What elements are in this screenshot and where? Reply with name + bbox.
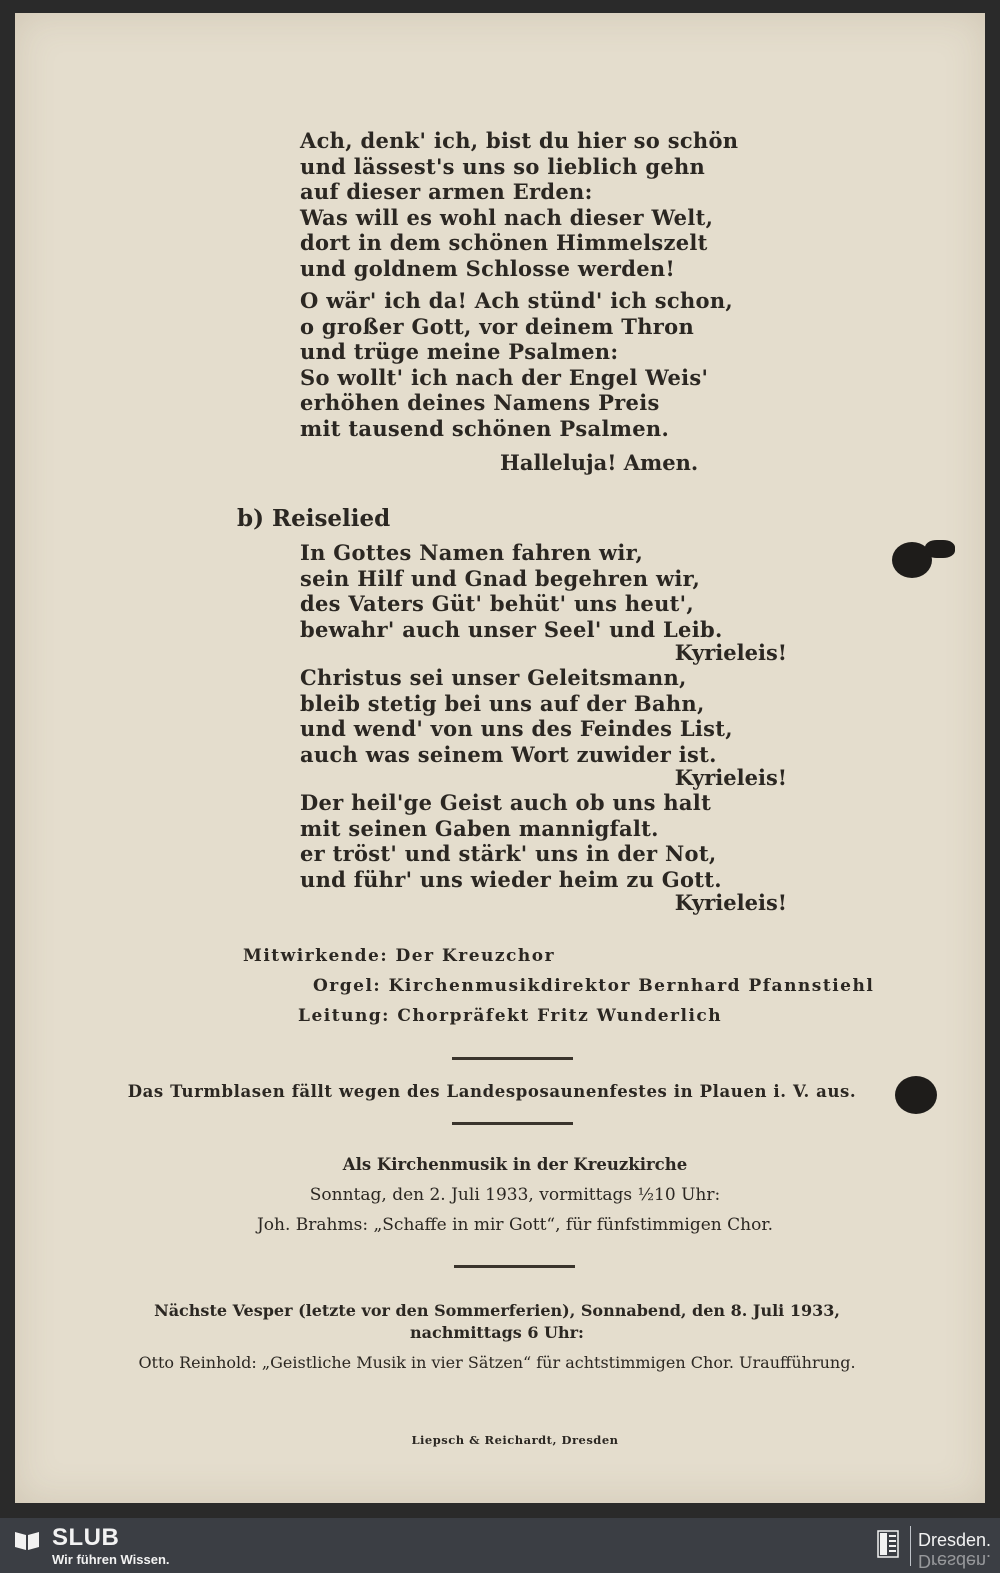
document-page <box>15 13 985 1503</box>
refrain: Kyrieleis! <box>674 890 787 915</box>
stanza-line: In Gottes Namen fahren wir, <box>300 540 644 565</box>
next-vesper-line-1: Nächste Vesper (letzte vor den Sommerferien), Sonnabend, den 8. Juli 1933, <box>154 1301 840 1320</box>
divider <box>454 1265 575 1268</box>
kirchenmusik-piece: Joh. Brahms: „Schaffe in mir Gott“, für fünfstimmigen Chor. <box>256 1215 773 1235</box>
slub-brand: SLUB <box>52 1524 120 1551</box>
section-heading: b) Reiselied <box>237 505 391 532</box>
stanza-line: auf dieser armen Erden: <box>300 179 593 204</box>
stanza-line: mit tausend schönen Psalmen. <box>300 415 670 441</box>
stanza-line: Der heil'ge Geist auch ob uns halt <box>300 790 712 815</box>
stanza-line: des Vaters Güt' behüt' uns heut', <box>300 591 694 616</box>
ink-blot <box>925 540 955 558</box>
notice: Das Turmblasen fällt wegen des Landesposaunenfestes in Plauen i. V. aus. <box>127 1082 857 1101</box>
next-vesper-line-2: nachmittags 6 Uhr: <box>410 1323 584 1342</box>
credit-orgel: Orgel: Kirchenmusikdirektor Bernhard Pfannstiehl <box>313 976 875 996</box>
coat-of-arms-icon <box>877 1530 899 1558</box>
stanza-line: er tröst' und stärk' uns in der Not, <box>300 841 717 866</box>
reiselied-verse-2 <box>300 665 733 767</box>
refrain: Kyrieleis! <box>674 640 787 665</box>
separator <box>910 1526 911 1566</box>
hallelujah-amen: Halleluja! Amen. <box>500 450 699 475</box>
stanza-line: mit seinen Gaben mannigfalt. <box>300 815 659 841</box>
credit-mitwirkende: Mitwirkende: Der Kreuzchor <box>243 946 556 966</box>
book-icon <box>14 1529 40 1551</box>
stanza-line: bewahr' auch unser Seel' und Leib. <box>300 616 723 642</box>
stanza-line: sein Hilf und Gnad begehren wir, <box>300 565 701 591</box>
dresden-logo-reflection: Dresden. <box>918 1551 992 1571</box>
kirchenmusik-date: Sonntag, den 2. Juli 1933, vormittags ½10 Uhr: <box>309 1185 721 1205</box>
stanza-line: und wend' von uns des Feindes List, <box>300 716 733 741</box>
ink-blot <box>895 1076 937 1114</box>
stanza-2 <box>300 288 733 441</box>
stanza-line: und goldnem Schlosse werden! <box>300 255 675 281</box>
credit-leitung: Leitung: Chorpräfekt Fritz Wunderlich <box>298 1006 723 1026</box>
stanza-line: So wollt' ich nach der Engel Weis' <box>300 364 709 390</box>
reiselied-verse-3 <box>300 790 722 892</box>
stanza-line: dort in dem schönen Himmelszelt <box>300 230 708 255</box>
divider <box>452 1122 573 1125</box>
stanza-line: bleib stetig bei uns auf der Bahn, <box>300 690 705 716</box>
stanza-line: Ach, denk' ich, bist du hier so schön <box>300 128 739 153</box>
stanza-1 <box>300 128 738 281</box>
printer-imprint: Liepsch & Reichardt, Dresden <box>411 1433 619 1447</box>
slub-footer <box>0 1518 1000 1573</box>
stanza-line: auch was seinem Wort zuwider ist. <box>300 741 717 767</box>
kirchenmusik-heading: Als Kirchenmusik in der Kreuzkirche <box>342 1155 688 1174</box>
stanza-line: Christus sei unser Geleitsmann, <box>300 665 687 690</box>
stanza-line: und trüge meine Psalmen: <box>300 339 619 364</box>
stanza-line: Was will es wohl nach dieser Welt, <box>300 204 714 230</box>
next-vesper-line-3: Otto Reinhold: „Geistliche Musik in vier Sätzen“ für achtstimmigen Chor. Uraufführung. <box>138 1353 856 1372</box>
reiselied-verse-1 <box>300 540 723 642</box>
divider <box>452 1057 573 1060</box>
slub-tagline: Wir führen Wissen. <box>52 1552 170 1567</box>
stanza-line: und führ' uns wieder heim zu Gott. <box>300 866 722 892</box>
dresden-logo-text: Dresden. <box>918 1530 992 1550</box>
stanza-line: o großer Gott, vor deinem Thron <box>300 313 695 339</box>
stanza-line: O wär' ich da! Ach stünd' ich schon, <box>300 288 734 313</box>
refrain: Kyrieleis! <box>674 765 787 790</box>
stanza-line: und lässest's uns so lieblich gehn <box>300 153 706 179</box>
stanza-line: erhöhen deines Namens Preis <box>300 390 660 415</box>
